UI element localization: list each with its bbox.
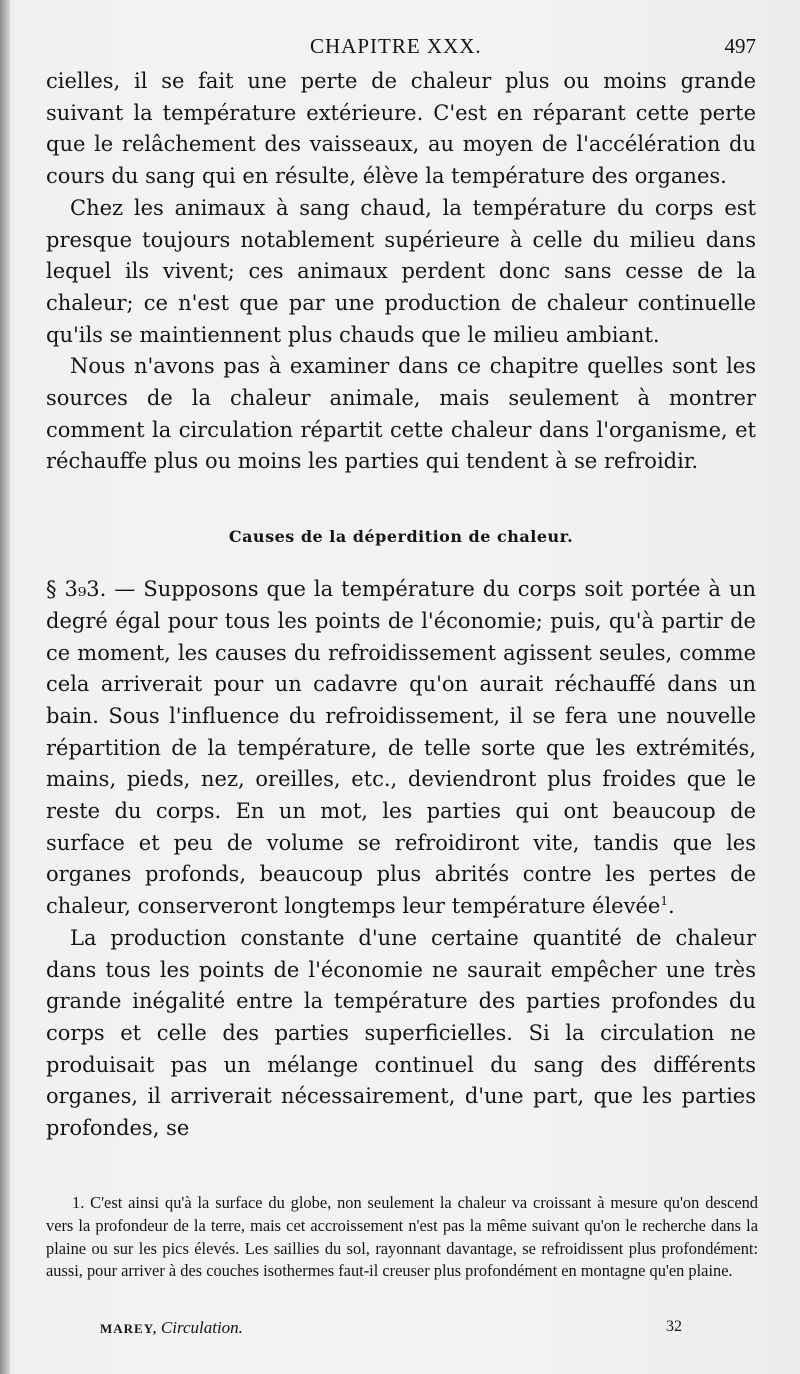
main-text	[46, 66, 756, 1145]
page-gutter-shadow	[0, 0, 10, 1374]
paragraph-2: Chez les animaux à sang chaud, la température du corps est presque toujours notablement supérieure à celle du milieu dans lequel ils vivent; ces animaux perdent donc sans cesse de la chaleur; ce n'est que par une production de chaleur continuelle qu'ils se maintiennent plus chauds que le milieu ambiant.	[46, 195, 756, 347]
footnote	[46, 1192, 758, 1283]
page-header	[46, 34, 756, 60]
running-head: CHAPITRE XXX.	[310, 34, 482, 58]
section-paragraph-2: La production constante d'une certaine quantité de chaleur dans tous les points de l'économie ne saurait empêcher une très grande inégalité entre la température des parties profondes du corps et celle des parties superficielles. Si la circulation ne produisait pas un mélange continuel du sang des différents organes, il arriverait nécessairement, d'une part, que les parties profondes, se	[46, 925, 756, 1141]
page-number: 497	[724, 34, 756, 58]
printer-signature	[100, 1318, 243, 1338]
section-title: Causes de la déperdition de chaleur.	[228, 527, 574, 547]
footnote-text: 1. C'est ainsi qu'à la surface du globe, non seulement la chaleur va croissant à mesure qu'on descend vers la profondeur de la terre, mais cet accroissement n'est pas la même suivant qu'on le recherche dans la plaine ou sur les pics élevés. Les saillies du sol, rayonnant davantage, se refroidissent plus profondément: aussi, pour arriver à des couches isothermes faut-il creuser plus profondément en montagne qu'en plaine.	[46, 1193, 758, 1281]
section-paragraph-1-text: § 3₉3. — Supposons que la température du corps soit portée à un degré égal pour tous les points de l'économie; puis, qu'à partir de ce moment, les causes du refroidissement agissent seules, comme cela arriverait pour un cadavre qu'on aurait réchauffé dans un bain. Sous l'influence du refroidissement, il se fera une nouvelle répartition de la température, de telle sorte que les extrémités, mains, pieds, nez, oreilles, etc., deviendront plus froides que le reste du corps. En un mot, les parties qui ont beaucoup de surface et peu de volume se refroidiront vite, tandis que les organes profonds, beaucoup plus abrités contre les pertes de chaleur, conserveront longtemps leur température élevée	[46, 577, 756, 919]
signature-mark: 32	[666, 1318, 682, 1335]
section-paragraph-1	[46, 574, 756, 923]
paragraph-1: cielles, il se fait une perte de chaleur plus ou moins grande suivant la température extérieure. C'est en réparant cette perte que le relâchement des vaisseaux, au moyen de l'accélération du cours du sang qui en résulte, élève la température des organes.	[46, 69, 756, 189]
section-paragraph-1-end: .	[667, 894, 675, 919]
signature-author: MAREY,	[100, 1321, 158, 1336]
footnote-reference: 1	[660, 894, 668, 909]
paragraph-3: Nous n'avons pas à examiner dans ce chapitre quelles sont les sources de la chaleur animale, mais seulement à montrer comment la circulation répartit cette chaleur dans l'organisme, et réchauffe plus ou moins les parties qui tendent à se refroidir.	[46, 354, 756, 474]
signature-title: Circulation.	[160, 1318, 243, 1337]
